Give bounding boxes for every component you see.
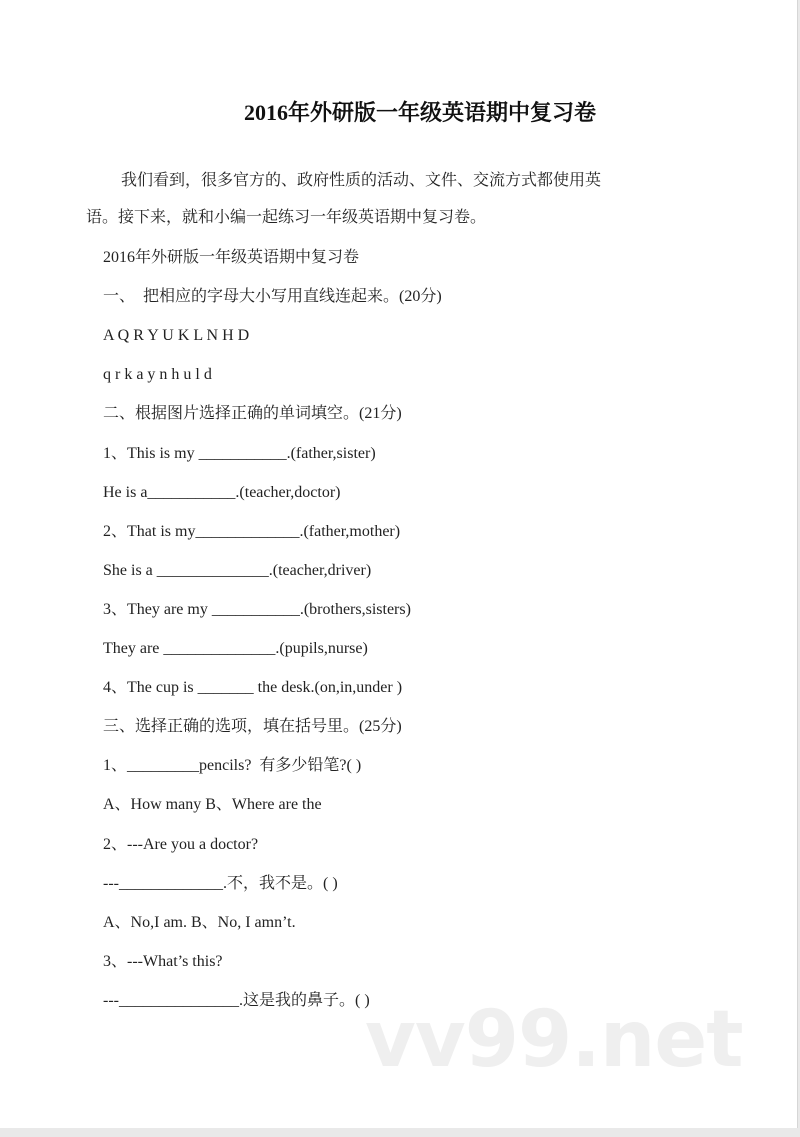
document-line: A、No,I am. B、No, I amn’t. (103, 913, 296, 931)
intro-line-2: 语。接下来，就和小编一起练习一年级英语期中复习卷。 (86, 209, 487, 226)
document-line: 4、The cup is _______ the desk.(on,in,under ) (103, 679, 403, 697)
intro-line-1: 我们看到，很多官方的、政府性质的活动、文件、交流方式都使用英 (121, 172, 602, 189)
document-line: ---_______________.这是我的鼻子。( ) (103, 991, 370, 1009)
document-line: 2、That is my_____________.(father,mother) (103, 522, 401, 540)
document-line: q r k a y n h u l d (103, 366, 212, 384)
document-line: A、How many B、Where are the (103, 796, 322, 814)
document-line: 一、 把相应的字母大小写用直线连起来。(20分) (103, 288, 442, 306)
document-line: They are ______________.(pupils,nurse) (103, 640, 368, 657)
document-title: 2016年外研版一年级英语期中复习卷 (243, 100, 596, 125)
watermark: vv99.net (365, 995, 743, 1085)
document-line: She is a ______________.(teacher,driver) (103, 561, 372, 579)
document-line: 3、They are my ___________.(brothers,sisters) (103, 600, 411, 618)
document-line: 二、根据图片选择正确的单词填空。(21分) (103, 405, 402, 423)
document-line: 三、选择正确的选项，填在括号里。(25分) (103, 718, 402, 736)
document-line: ---_____________.不，我不是。( ) (103, 874, 338, 892)
document-line: 2、---Are you a doctor? (103, 835, 259, 853)
document-line: 2016年外研版一年级英语期中复习卷 (103, 249, 360, 266)
document-line: 1、_________pencils? 有多少铅笔?( ) (103, 757, 362, 775)
document-line: A Q R Y U K L N H D (103, 327, 250, 345)
document-line: 1、This is my ___________.(father,sister) (103, 444, 376, 462)
document-line: 3、---What’s this? (103, 952, 223, 970)
document-line: He is a___________.(teacher,doctor) (103, 483, 341, 501)
